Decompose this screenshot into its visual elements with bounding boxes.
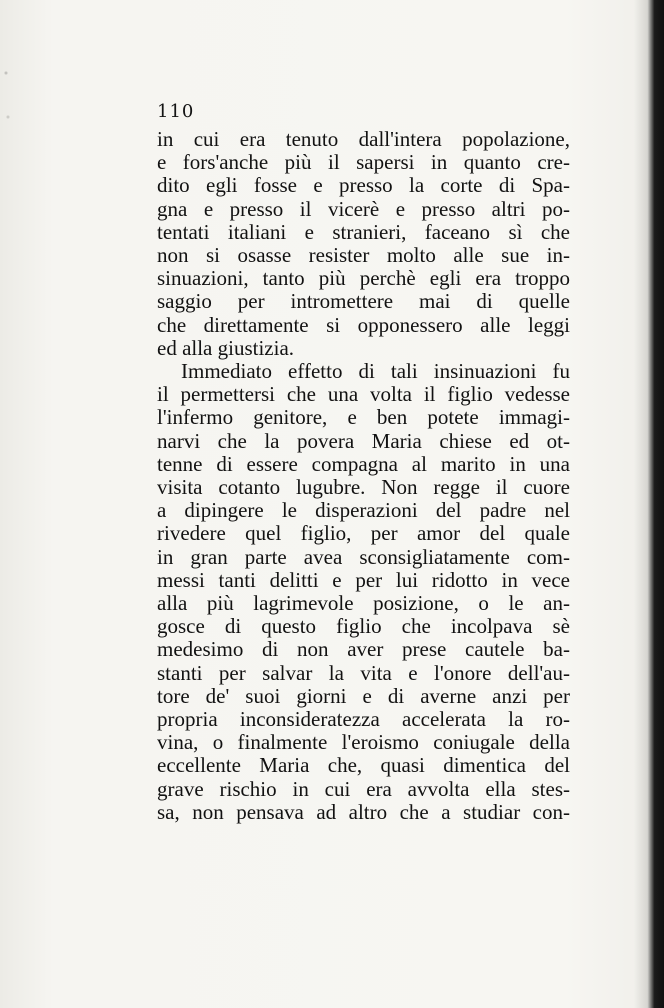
text-line: a dipingere le disperazioni del padre nel	[157, 498, 570, 523]
text-line: visita cotanto lugubre. Non regge il cuore	[157, 475, 570, 500]
text-line: tentati italiani e stranieri, faceano sì che	[157, 219, 570, 244]
text-line: e fors'anche più il sapersi in quanto cre-	[157, 150, 570, 175]
text-line: che direttamente si opponessero alle leggi	[157, 312, 570, 337]
text-line: propria inconsideratezza accelerata la ro-	[157, 707, 570, 732]
paragraph-first-line: Immediato effetto di tali insinuazioni fu	[181, 359, 570, 384]
page-number: 110	[157, 101, 195, 122]
text-line: il permettersi che una volta il figlio vedesse	[157, 382, 570, 407]
text-line: dito egli fosse e presso la corte di Spa-	[157, 173, 570, 198]
text-line: medesimo di non aver prese cautele ba-	[157, 637, 570, 662]
text-line: stanti per salvar la vita e l'onore dell'au-	[157, 660, 570, 685]
text-line: gna e presso il vicerè e presso altri po-	[157, 196, 570, 221]
text-line: vina, o finalmente l'eroismo coniugale della	[157, 730, 570, 755]
text-line: in gran parte avea sconsigliatamente com-	[157, 544, 570, 569]
text-line: tenne di essere compagna al marito in una	[157, 451, 570, 476]
text-line: tore de' suoi giorni e di averne anzi per	[157, 683, 570, 708]
text-line: sinuazioni, tanto più perchè egli era troppo	[157, 266, 570, 291]
text-line: non si osasse resister molto alle sue in-	[157, 243, 570, 268]
text-line: ed alla giustizia.	[157, 335, 295, 360]
text-line: sa, non pensava ad altro che a studiar con-	[157, 799, 570, 824]
body-text	[157, 128, 570, 824]
text-line: rivedere quel figlio, per amor del quale	[157, 521, 570, 546]
text-line: gosce di questo figlio che incolpava sè	[157, 614, 570, 639]
paper-speckle	[2, 40, 12, 150]
text-line: in cui era tenuto dall'intera popolazione,	[157, 127, 570, 151]
text-line: narvi che la povera Maria chiese ed ot-	[157, 428, 570, 453]
text-line: messi tanti delitti e per lui ridotto in vece	[157, 567, 570, 592]
text-line: l'infermo genitore, e ben potete immagi-	[157, 405, 570, 430]
text-line: eccellente Maria che, quasi dimentica del	[157, 753, 570, 778]
page-edge-shadow	[634, 0, 664, 1008]
text-line: grave rischio in cui era avvolta ella stes-	[157, 776, 570, 801]
text-line: saggio per intromettere mai di quelle	[157, 289, 570, 314]
text-line: alla più lagrimevole posizione, o le an-	[157, 591, 570, 616]
